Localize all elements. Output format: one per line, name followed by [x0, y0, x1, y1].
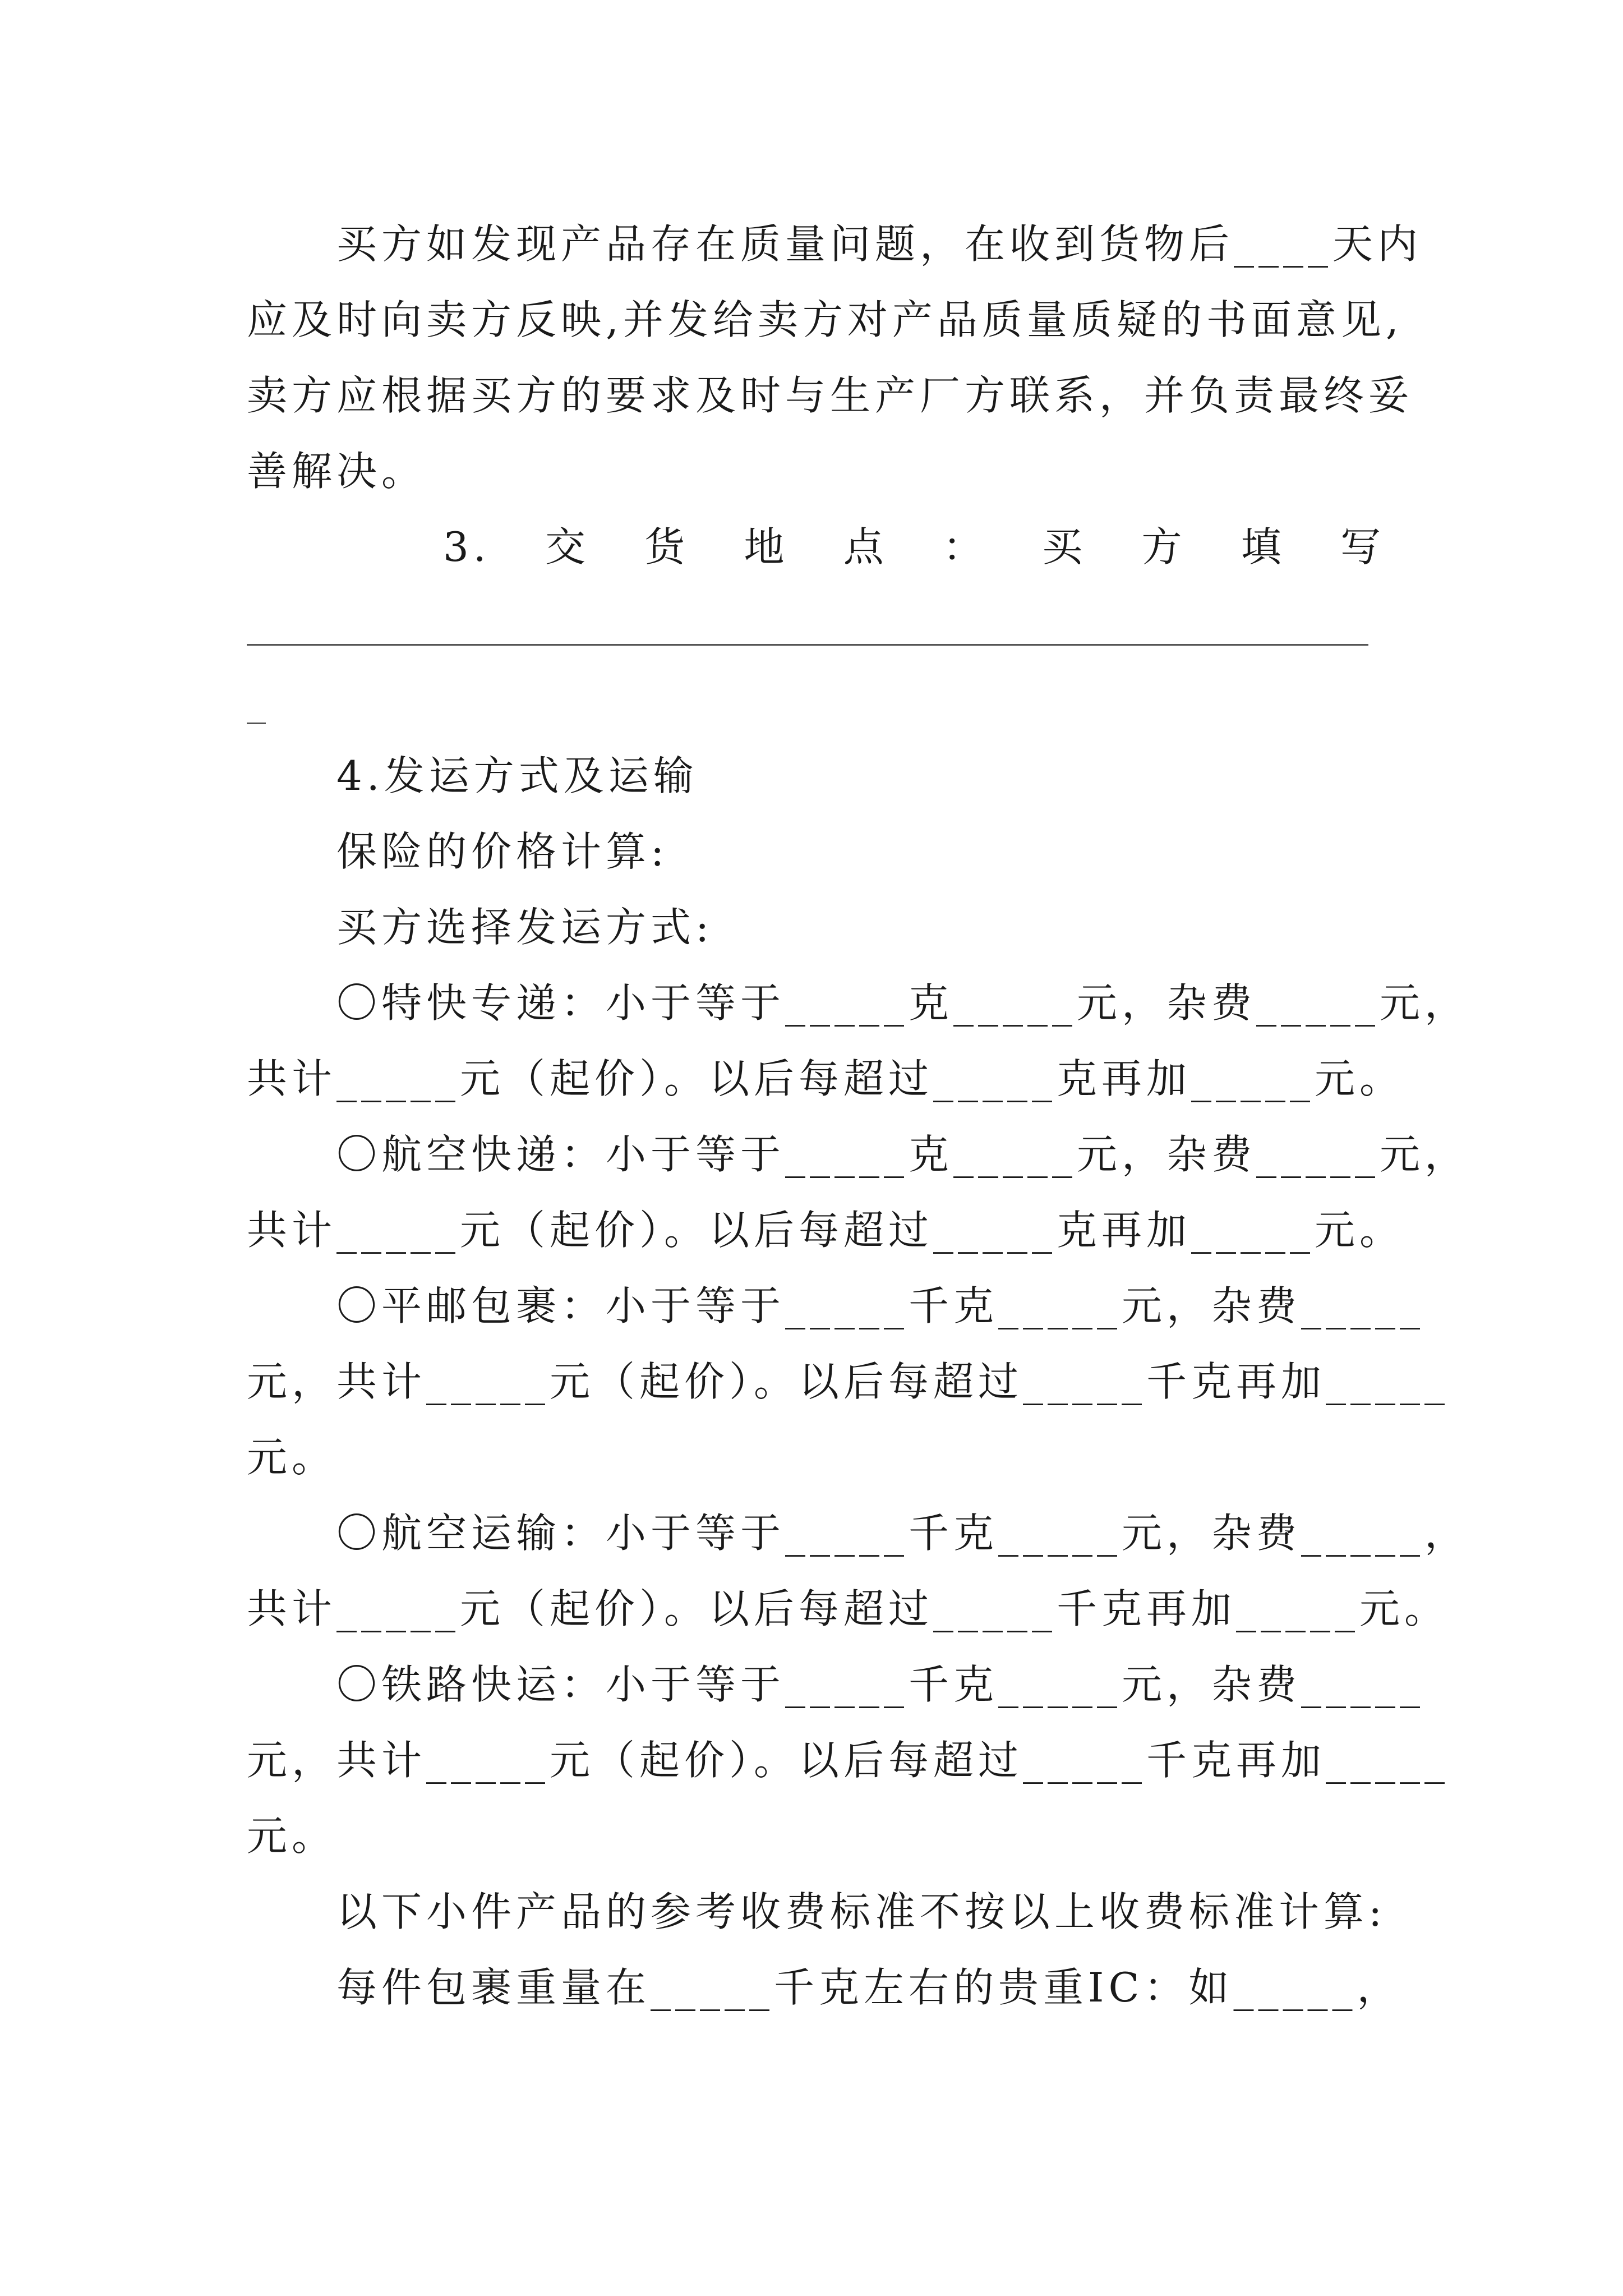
small-items-note: 以下小件产品的参考收费标准不按以上收费标准计算:: [336, 1888, 1387, 1935]
insurance-calc-heading: 保险的价格计算:: [336, 828, 669, 875]
option-parcel-line-1: 〇平邮包裹：小于等于_____千克_____元，杂费_____: [336, 1282, 1425, 1329]
option-express-line-2: 共计_____元（起价）。以后每超过_____克再加_____元。: [247, 1055, 1405, 1102]
item3-token: 点: [843, 523, 888, 570]
paragraph-quality-line-1: 买方如发现产品存在质量问题，在收到货物后____天内: [336, 220, 1423, 268]
option-rail-line-3: 元。: [247, 1812, 337, 1860]
option-rail-line-2: 元，共计_____元（起价）。以后每超过_____千克再加_____: [247, 1737, 1450, 1784]
fill-in-rule-end: [247, 723, 266, 724]
choose-method-heading: 买方选择发运方式:: [336, 904, 714, 951]
item-shipping-method: 4.发运方式及运输: [336, 752, 698, 799]
fill-in-rule: [247, 644, 1368, 646]
option-parcel-line-3: 元。: [247, 1434, 337, 1481]
item3-token: 3.: [443, 523, 491, 570]
option-air-express-line-1: 〇航空快递：小于等于_____克_____元，杂费_____元，: [336, 1131, 1470, 1178]
item3-token: 买: [1042, 523, 1087, 570]
item3-token: 方: [1141, 523, 1187, 570]
option-air-express-line-2: 共计_____元（起价）。以后每超过_____克再加_____元。: [247, 1207, 1405, 1254]
option-air-freight-line-2: 共计_____元（起价）。以后每超过_____千克再加_____元。: [247, 1585, 1450, 1632]
option-rail-line-1: 〇铁路快运：小于等于_____千克_____元，杂费_____: [336, 1661, 1425, 1708]
paragraph-quality-line-4: 善解决。: [247, 448, 427, 495]
paragraph-quality-line-2: 应及时向卖方反映,并发给卖方对产品质量质疑的书面意见,: [247, 296, 1403, 343]
item-delivery-location: [443, 522, 1385, 572]
item3-token: 货: [644, 523, 690, 570]
per-parcel-note: 每件包裹重量在_____千克左右的贵重IC：如_____，: [336, 1964, 1402, 2011]
paragraph-quality-line-3: 卖方应根据买方的要求及时与生产厂方联系，并负责最终妥: [247, 372, 1414, 419]
item3-token: 交: [545, 523, 590, 570]
item3-token: 写: [1340, 523, 1385, 570]
item3-token: 填: [1241, 523, 1286, 570]
item3-token: ：: [942, 523, 988, 570]
option-air-freight-line-1: 〇航空运输：小于等于_____千克_____元，杂费_____，: [336, 1510, 1470, 1557]
option-express-line-1: 〇特快专递：小于等于_____克_____元，杂费_____元，: [336, 979, 1470, 1027]
option-parcel-line-2: 元，共计_____元（起价）。以后每超过_____千克再加_____: [247, 1358, 1450, 1405]
item3-token: 地: [744, 523, 789, 570]
